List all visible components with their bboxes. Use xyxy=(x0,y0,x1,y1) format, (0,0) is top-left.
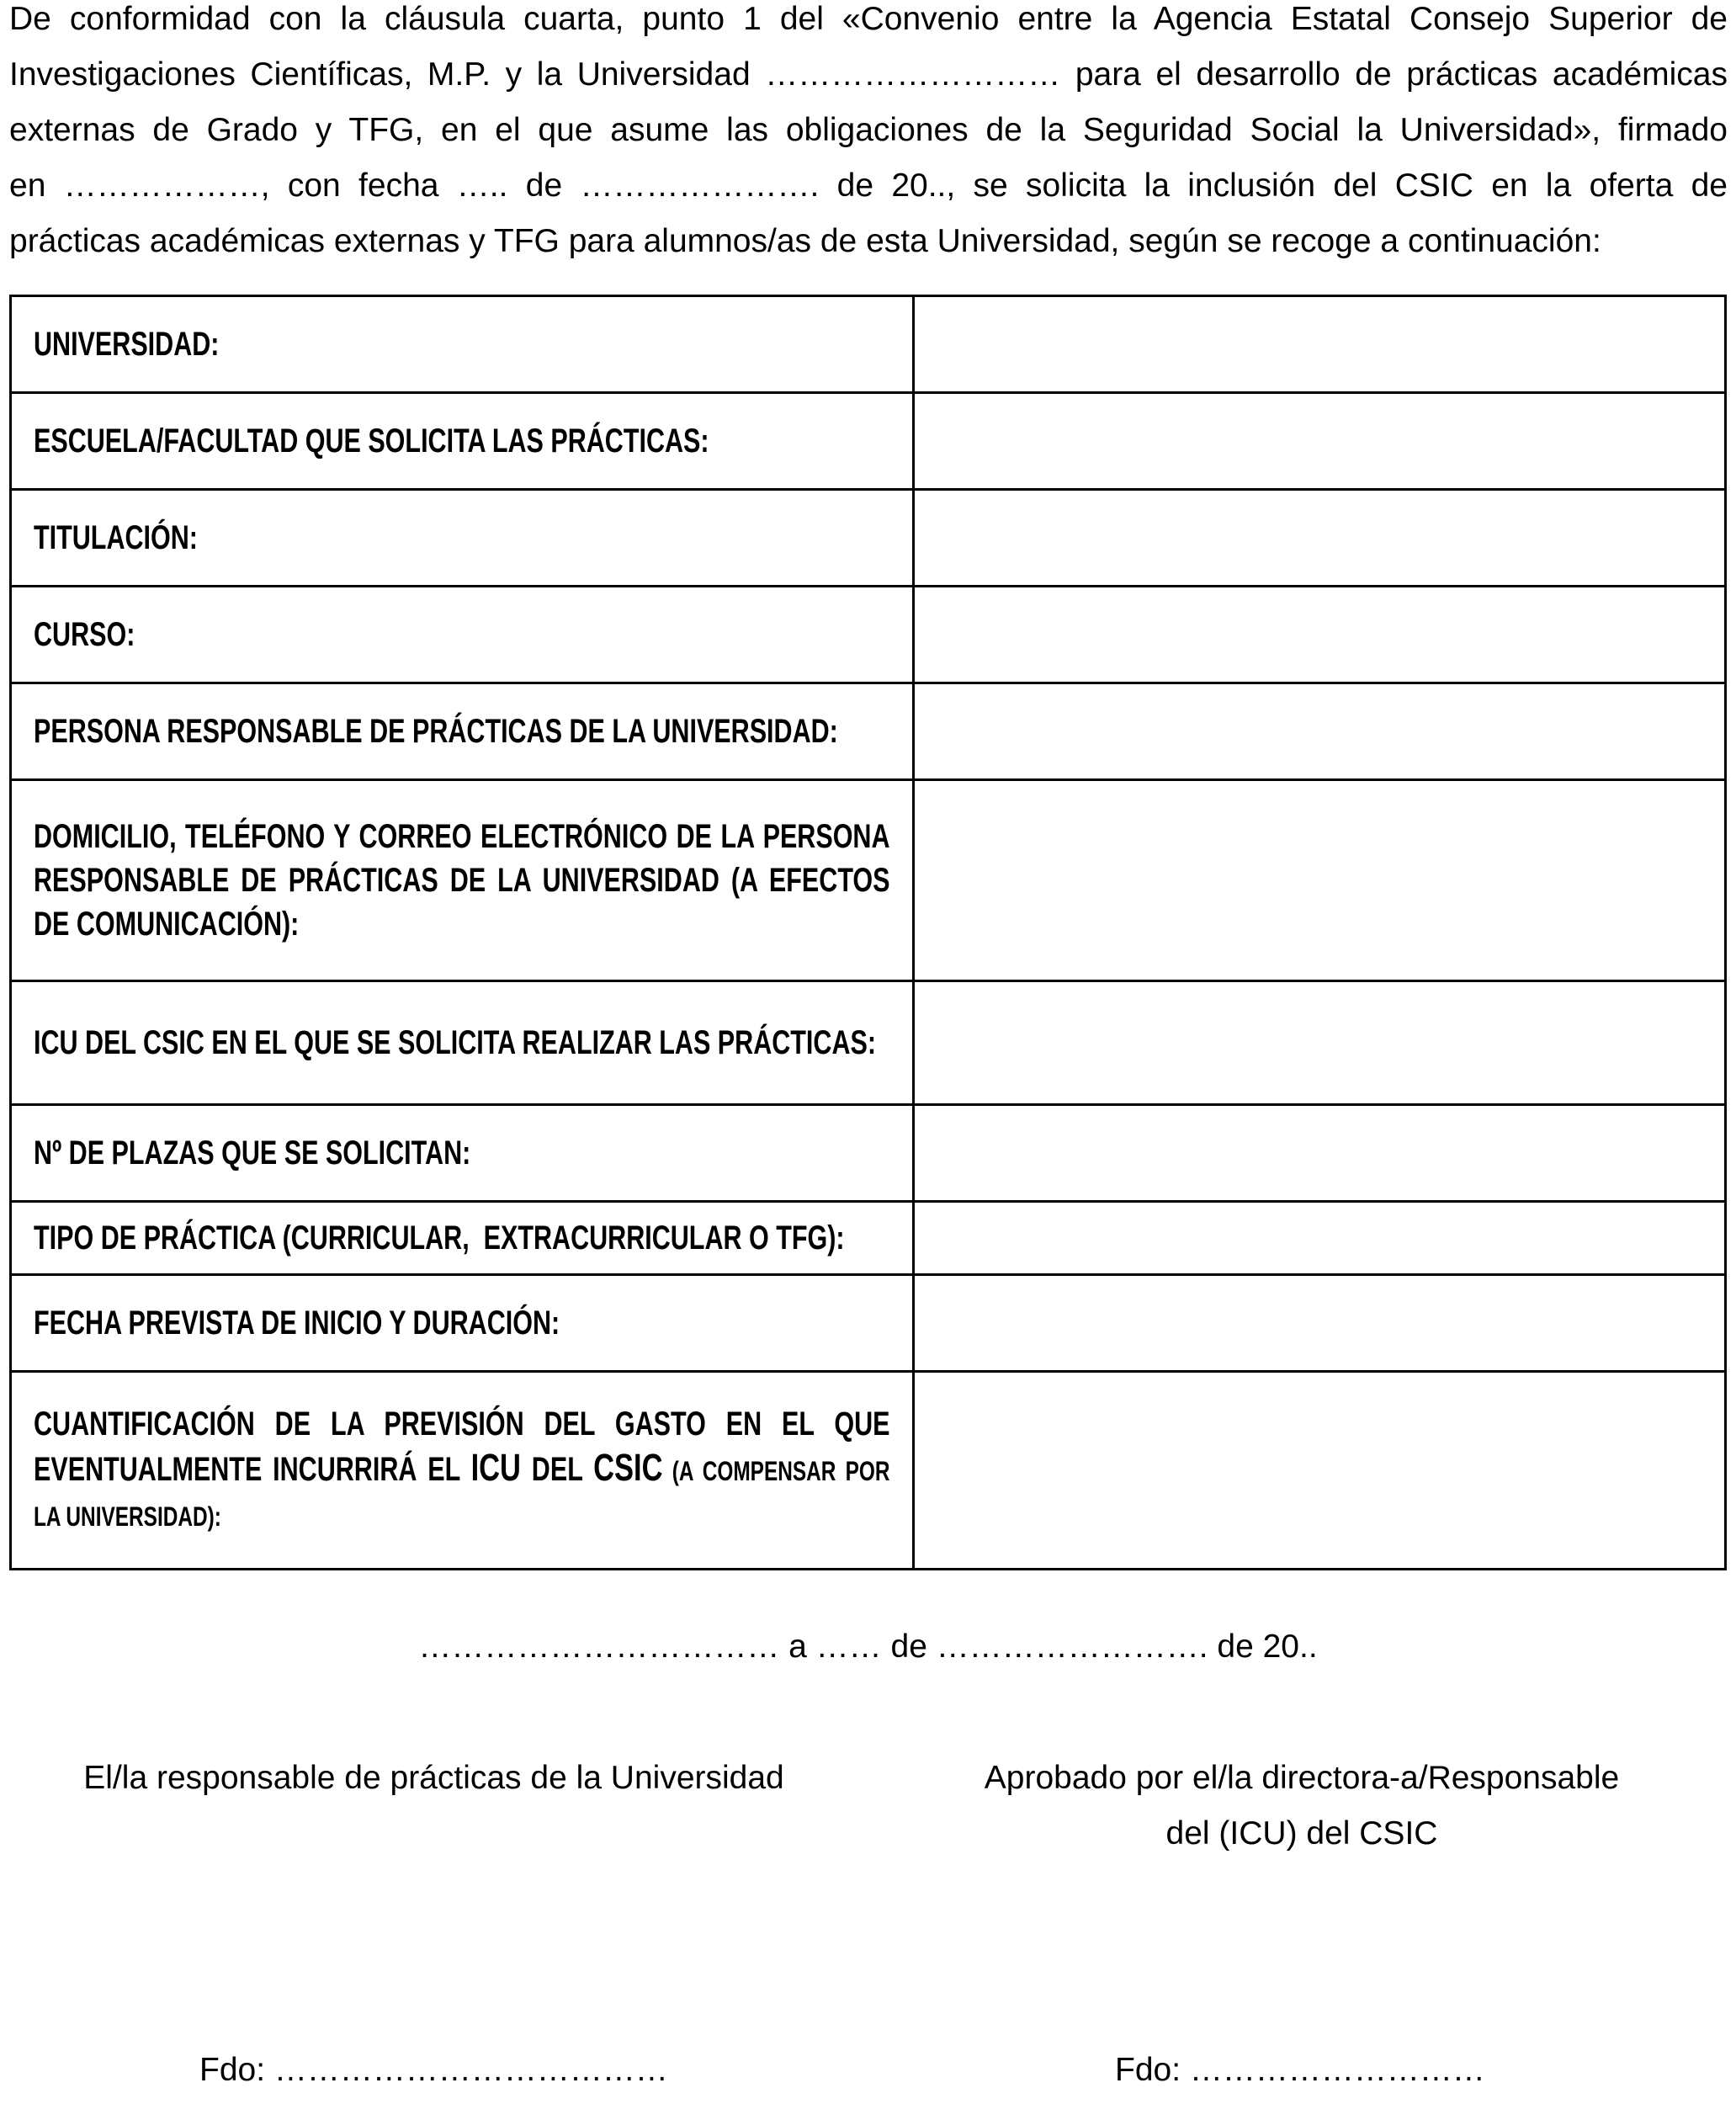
row-value-cell[interactable] xyxy=(914,683,1726,780)
date-place-line: …………………………… a …… de ……………………. de 20.. xyxy=(418,1629,1318,1665)
signature-line-university: Fdo: ……………………………… xyxy=(199,2052,668,2088)
signature-label-csic-line2: del (ICU) del CSIC xyxy=(1165,1815,1438,1852)
table-row xyxy=(11,393,1726,490)
table-row xyxy=(11,981,1726,1105)
row-label-segment: UNIVERSIDAD: xyxy=(34,326,220,363)
row-value-cell[interactable] xyxy=(914,296,1726,393)
row-value-cell[interactable] xyxy=(914,780,1726,981)
row-label-segment: ESCUELA/FACULTAD QUE SOLICITA LAS PRÁCTICAS: xyxy=(34,422,709,460)
table-row xyxy=(11,296,1726,393)
row-label-cell xyxy=(11,1372,914,1570)
paragraph-line: Investigaciones Científicas, M.P. y la Universidad ……………………… para el desarrollo de prácticas académicas xyxy=(9,56,1728,93)
table-row xyxy=(11,1372,1726,1570)
table-row xyxy=(11,1202,1726,1275)
row-value-cell[interactable] xyxy=(914,1105,1726,1202)
row-label-segment: Nº DE PLAZAS QUE SE SOLICITAN: xyxy=(34,1134,471,1172)
signature-label-university: El/la responsable de prácticas de la Universidad xyxy=(83,1760,784,1796)
row-label-segment: TIPO DE PRÁCTICA (CURRICULAR, EXTRACURRICULAR O TFG): xyxy=(34,1219,845,1257)
row-value-cell[interactable] xyxy=(914,1275,1726,1372)
row-label-cell xyxy=(11,1275,914,1372)
row-label-segment: PERSONA RESPONSABLE DE PRÁCTICAS DE LA UNIVERSIDAD: xyxy=(34,713,838,750)
row-value-cell[interactable] xyxy=(914,490,1726,587)
request-table-body xyxy=(11,296,1726,1570)
signature-label-csic xyxy=(868,1751,1736,1862)
row-label-cell xyxy=(11,1105,914,1202)
row-label-segment: CSIC xyxy=(593,1446,663,1489)
row-label-cell xyxy=(11,1202,914,1275)
signature-label-csic-line1: Aprobado por el/la directora-a/Responsable xyxy=(984,1760,1620,1796)
table-row xyxy=(11,587,1726,683)
row-label-segment: FECHA PREVISTA DE INICIO Y DURACIÓN: xyxy=(34,1304,560,1342)
table-row xyxy=(11,1105,1726,1202)
paragraph-line: prácticas académicas externas y TFG para alumnos/as de esta Universidad, según se recoge a continuación: xyxy=(9,223,1601,259)
table-row xyxy=(11,683,1726,780)
row-label-cell xyxy=(11,683,914,780)
table-row xyxy=(11,1275,1726,1372)
row-label-cell xyxy=(11,296,914,393)
row-label-segment: ICU xyxy=(470,1446,521,1489)
row-label-cell xyxy=(11,587,914,683)
row-label-cell xyxy=(11,490,914,587)
row-label-segment: CURSO: xyxy=(34,616,135,653)
paragraph-line: en ………………, con fecha ….. de …………………. de 20.., se solicita la inclusión del CSIC en la oferta de xyxy=(9,167,1728,204)
row-value-cell[interactable] xyxy=(914,1372,1726,1570)
row-label-segment: ICU DEL CSIC EN EL QUE SE SOLICITA REALIZAR LAS PRÁCTICAS: xyxy=(34,1024,877,1061)
table-row xyxy=(11,490,1726,587)
signature-line-csic: Fdo: ……………………… xyxy=(1115,2052,1485,2088)
row-value-cell[interactable] xyxy=(914,981,1726,1105)
row-label-segment: DOMICILIO, TELÉFONO Y CORREO ELECTRÓNICO DE LA PERSONA RESPONSABLE DE PRÁCTICAS DE LA UNIVERSIDAD (A EFECTOS DE COMUNICACIÓN): xyxy=(34,818,890,943)
row-value-cell[interactable] xyxy=(914,587,1726,683)
table-row xyxy=(11,780,1726,981)
row-value-cell[interactable] xyxy=(914,1202,1726,1275)
row-label-cell xyxy=(11,393,914,490)
row-label-segment: DEL xyxy=(520,1451,594,1488)
row-label-segment: (A COMPENSAR POR LA UNIVERSIDAD): xyxy=(34,1456,890,1532)
paragraph-line: externas de Grado y TFG, en el que asume las obligaciones de la Seguridad Social la Universidad», firmado xyxy=(9,112,1728,148)
request-table xyxy=(9,295,1727,1570)
paragraph-line: De conformidad con la cláusula cuarta, punto 1 del «Convenio entre la Agencia Estatal Consejo Superior de xyxy=(9,1,1728,37)
row-label-segment: CUANTIFICACIÓN DE LA PREVISIÓN DEL GASTO EN EL QUE EVENTUALMENTE INCURRIRÁ EL xyxy=(34,1405,890,1488)
row-value-cell[interactable] xyxy=(914,393,1726,490)
row-label-cell xyxy=(11,981,914,1105)
row-label-cell xyxy=(11,780,914,981)
intro-paragraph xyxy=(9,0,1728,269)
row-label-segment: TITULACIÓN: xyxy=(34,519,198,556)
